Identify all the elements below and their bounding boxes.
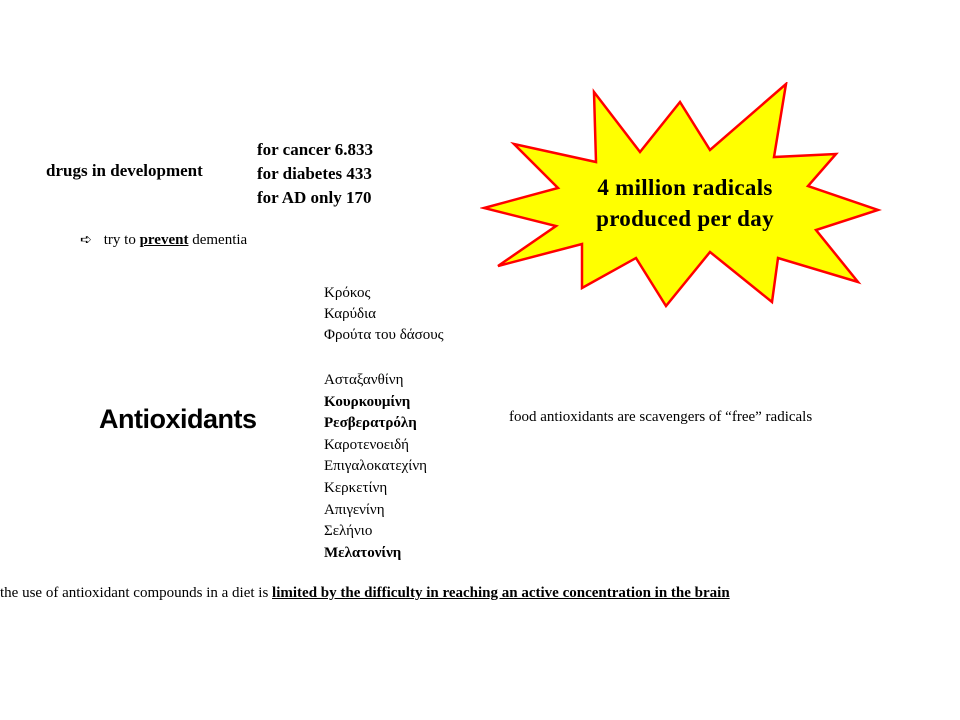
prevent-suffix: dementia xyxy=(188,232,248,248)
compound-item: Ρεσβερατρόλη xyxy=(324,415,417,432)
compound-item: Απιγενίνη xyxy=(324,501,385,518)
prevent-line xyxy=(80,232,247,249)
compound-item: Επιγαλοκατεχίνη xyxy=(324,458,427,475)
starburst-line-2: produced per day xyxy=(596,206,774,231)
drug-item-ad: for AD only 170 xyxy=(257,188,372,207)
compound-item: Σελήνιο xyxy=(324,523,373,540)
antioxidants-title: Antioxidants xyxy=(99,404,257,434)
greek-food-list xyxy=(324,283,444,346)
prevent-prefix: try to xyxy=(103,232,140,248)
compound-item: Κερκετίνη xyxy=(324,479,388,496)
prevent-emphasis: prevent xyxy=(139,232,189,248)
drug-item-cancer: for cancer 6.833 xyxy=(257,140,373,159)
compound-item: Ασταξανθίνη xyxy=(324,372,404,388)
drug-list xyxy=(257,138,373,210)
food-item: Κρόκος xyxy=(324,285,371,301)
drug-item-diabetes: for diabetes 433 xyxy=(257,164,372,183)
food-item: Καρύδια xyxy=(324,306,377,322)
starburst-line-1: 4 million radicals xyxy=(597,175,773,200)
starburst-text xyxy=(540,172,830,234)
compound-item: Καροτενοειδή xyxy=(324,436,409,453)
food-item: Φρούτα του δάσους xyxy=(324,327,444,343)
bottom-prefix: the use of antioxidant compounds in a diet is xyxy=(0,585,273,601)
compound-item: Κουρκουμίνη xyxy=(324,393,411,410)
compound-item: Μελατονίνη xyxy=(324,544,402,561)
scavengers-text: food antioxidants are scavengers of “free” radicals xyxy=(509,409,813,425)
bottom-statement xyxy=(0,585,730,602)
drugs-label: drugs in development xyxy=(46,161,203,180)
greek-compound-list xyxy=(324,370,427,564)
bottom-emphasis: limited by the difficulty in reaching an active concentration in the brain xyxy=(272,585,730,601)
arrow-right-icon: ➪ xyxy=(80,232,92,248)
